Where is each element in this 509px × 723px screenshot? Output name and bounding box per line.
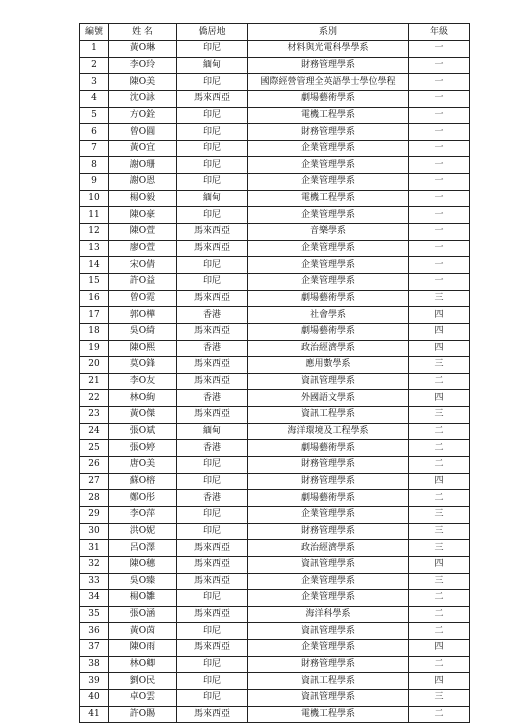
table-row (80, 407, 470, 424)
cell-number: 12 (80, 224, 109, 241)
cell-residence: 印尼 (177, 623, 248, 640)
cell-number: 31 (80, 540, 109, 557)
cell-department: 應用數學系 (248, 357, 409, 374)
student-list-sheet (79, 23, 469, 723)
cell-residence: 印尼 (177, 273, 248, 290)
table-row (80, 689, 470, 706)
cell-residence: 印尼 (177, 140, 248, 157)
header-grade: 年級 (409, 24, 470, 41)
cell-number: 8 (80, 157, 109, 174)
header-department: 系別 (248, 24, 409, 41)
cell-grade: 一 (409, 124, 470, 141)
cell-number: 3 (80, 74, 109, 91)
cell-grade: 一 (409, 174, 470, 191)
cell-residence: 馬來西亞 (177, 323, 248, 340)
cell-department: 政治經濟學系 (248, 540, 409, 557)
table-body (80, 41, 470, 723)
cell-name: 張O婷 (109, 440, 177, 457)
cell-residence: 印尼 (177, 157, 248, 174)
cell-grade: 三 (409, 540, 470, 557)
cell-department: 海洋環境及工程學系 (248, 423, 409, 440)
cell-name: 宋O倩 (109, 257, 177, 274)
cell-department: 劇場藝術學系 (248, 323, 409, 340)
cell-name: 方O銓 (109, 107, 177, 124)
cell-number: 21 (80, 373, 109, 390)
cell-residence: 印尼 (177, 689, 248, 706)
cell-name: 許O益 (109, 273, 177, 290)
cell-residence: 印尼 (177, 257, 248, 274)
cell-residence: 印尼 (177, 656, 248, 673)
cell-number: 38 (80, 656, 109, 673)
cell-grade: 一 (409, 257, 470, 274)
table-row (80, 207, 470, 224)
cell-residence: 印尼 (177, 41, 248, 58)
cell-name: 林O卿 (109, 656, 177, 673)
cell-grade: 二 (409, 590, 470, 607)
cell-name: 蘇O榕 (109, 473, 177, 490)
cell-grade: 四 (409, 640, 470, 657)
cell-grade: 四 (409, 673, 470, 690)
cell-residence: 馬來西亞 (177, 373, 248, 390)
cell-name: 謝O恩 (109, 174, 177, 191)
cell-number: 28 (80, 490, 109, 507)
table-row (80, 440, 470, 457)
cell-department: 財務管理學系 (248, 457, 409, 474)
cell-grade: 三 (409, 523, 470, 540)
cell-department: 社會學系 (248, 307, 409, 324)
cell-grade: 二 (409, 440, 470, 457)
cell-name: 沈O詠 (109, 90, 177, 107)
cell-department: 企業管理學系 (248, 257, 409, 274)
cell-grade: 一 (409, 74, 470, 91)
table-row (80, 390, 470, 407)
cell-residence: 馬來西亞 (177, 556, 248, 573)
table-row (80, 640, 470, 657)
cell-department: 企業管理學系 (248, 573, 409, 590)
cell-department: 政治經濟學系 (248, 340, 409, 357)
cell-residence: 香港 (177, 340, 248, 357)
cell-grade: 一 (409, 240, 470, 257)
cell-department: 資訊管理學系 (248, 623, 409, 640)
cell-residence: 馬來西亞 (177, 540, 248, 557)
table-row (80, 257, 470, 274)
table-row (80, 490, 470, 507)
cell-name: 謝O珊 (109, 157, 177, 174)
cell-number: 36 (80, 623, 109, 640)
cell-grade: 二 (409, 423, 470, 440)
cell-name: 陳O熙 (109, 340, 177, 357)
cell-grade: 三 (409, 407, 470, 424)
cell-grade: 二 (409, 656, 470, 673)
cell-residence: 緬甸 (177, 423, 248, 440)
cell-number: 4 (80, 90, 109, 107)
table-row (80, 423, 470, 440)
cell-residence: 印尼 (177, 124, 248, 141)
cell-name: 曾O霓 (109, 290, 177, 307)
cell-residence: 印尼 (177, 174, 248, 191)
cell-name: 李O萍 (109, 506, 177, 523)
cell-grade: 一 (409, 41, 470, 58)
cell-number: 5 (80, 107, 109, 124)
table-header-row (80, 24, 470, 41)
cell-name: 郭O樺 (109, 307, 177, 324)
table-row (80, 540, 470, 557)
cell-residence: 緬甸 (177, 190, 248, 207)
table-row (80, 556, 470, 573)
table-row (80, 590, 470, 607)
cell-grade: 三 (409, 290, 470, 307)
cell-residence: 馬來西亞 (177, 357, 248, 374)
cell-department: 企業管理學系 (248, 590, 409, 607)
cell-residence: 印尼 (177, 673, 248, 690)
cell-number: 15 (80, 273, 109, 290)
cell-number: 34 (80, 590, 109, 607)
cell-residence: 馬來西亞 (177, 706, 248, 723)
cell-number: 26 (80, 457, 109, 474)
cell-grade: 二 (409, 490, 470, 507)
table-row (80, 606, 470, 623)
cell-residence: 印尼 (177, 74, 248, 91)
cell-number: 23 (80, 407, 109, 424)
cell-name: 陳O穗 (109, 556, 177, 573)
cell-department: 財務管理學系 (248, 473, 409, 490)
header-number: 編號 (80, 24, 109, 41)
cell-grade: 四 (409, 556, 470, 573)
cell-department: 材料與光電科學學系 (248, 41, 409, 58)
table-row (80, 506, 470, 523)
cell-name: 劉O民 (109, 673, 177, 690)
table-row (80, 307, 470, 324)
cell-number: 24 (80, 423, 109, 440)
cell-department: 電機工程學系 (248, 190, 409, 207)
cell-department: 電機工程學系 (248, 706, 409, 723)
cell-number: 9 (80, 174, 109, 191)
cell-number: 40 (80, 689, 109, 706)
cell-grade: 三 (409, 573, 470, 590)
cell-department: 企業管理學系 (248, 273, 409, 290)
cell-name: 黃O茵 (109, 623, 177, 640)
cell-name: 李O友 (109, 373, 177, 390)
table-row (80, 124, 470, 141)
table-row (80, 673, 470, 690)
cell-department: 劇場藝術學系 (248, 290, 409, 307)
cell-department: 資訊管理學系 (248, 373, 409, 390)
student-table (79, 23, 470, 723)
cell-number: 41 (80, 706, 109, 723)
table-row (80, 57, 470, 74)
cell-department: 海洋科學系 (248, 606, 409, 623)
table-row (80, 240, 470, 257)
cell-name: 陳O萱 (109, 224, 177, 241)
cell-grade: 一 (409, 157, 470, 174)
cell-department: 國際經營管理全英語學士學位學程 (248, 74, 409, 91)
cell-name: 張O涵 (109, 606, 177, 623)
cell-grade: 一 (409, 140, 470, 157)
cell-department: 資訊工程學系 (248, 673, 409, 690)
cell-grade: 一 (409, 90, 470, 107)
cell-name: 廖O萱 (109, 240, 177, 257)
cell-grade: 四 (409, 340, 470, 357)
cell-residence: 印尼 (177, 473, 248, 490)
cell-name: 林O絢 (109, 390, 177, 407)
cell-grade: 三 (409, 689, 470, 706)
cell-residence: 馬來西亞 (177, 606, 248, 623)
cell-department: 財務管理學系 (248, 523, 409, 540)
cell-grade: 四 (409, 390, 470, 407)
cell-department: 企業管理學系 (248, 640, 409, 657)
cell-residence: 馬來西亞 (177, 224, 248, 241)
cell-department: 企業管理學系 (248, 140, 409, 157)
table-row (80, 74, 470, 91)
cell-residence: 香港 (177, 440, 248, 457)
cell-residence: 印尼 (177, 523, 248, 540)
cell-residence: 印尼 (177, 457, 248, 474)
cell-department: 企業管理學系 (248, 207, 409, 224)
cell-name: 呂O澤 (109, 540, 177, 557)
cell-residence: 馬來西亞 (177, 240, 248, 257)
cell-residence: 馬來西亞 (177, 640, 248, 657)
cell-name: 洪O妮 (109, 523, 177, 540)
cell-department: 劇場藝術學系 (248, 490, 409, 507)
cell-grade: 三 (409, 357, 470, 374)
cell-number: 16 (80, 290, 109, 307)
cell-grade: 一 (409, 107, 470, 124)
cell-number: 32 (80, 556, 109, 573)
cell-residence: 馬來西亞 (177, 90, 248, 107)
table-row (80, 623, 470, 640)
cell-department: 劇場藝術學系 (248, 440, 409, 457)
cell-department: 財務管理學系 (248, 57, 409, 74)
cell-number: 27 (80, 473, 109, 490)
cell-name: 陳O雨 (109, 640, 177, 657)
cell-name: 黃O琳 (109, 41, 177, 58)
cell-number: 39 (80, 673, 109, 690)
cell-number: 30 (80, 523, 109, 540)
cell-residence: 香港 (177, 307, 248, 324)
cell-number: 25 (80, 440, 109, 457)
cell-residence: 印尼 (177, 207, 248, 224)
cell-name: 許O賜 (109, 706, 177, 723)
cell-grade: 一 (409, 224, 470, 241)
header-residence: 僑居地 (177, 24, 248, 41)
cell-name: 楊O毅 (109, 190, 177, 207)
cell-number: 11 (80, 207, 109, 224)
cell-number: 19 (80, 340, 109, 357)
cell-name: 陳O美 (109, 74, 177, 91)
header-name: 姓 名 (109, 24, 177, 41)
cell-name: 吳O臻 (109, 573, 177, 590)
cell-grade: 四 (409, 307, 470, 324)
cell-number: 20 (80, 357, 109, 374)
cell-number: 10 (80, 190, 109, 207)
cell-department: 企業管理學系 (248, 174, 409, 191)
table-row (80, 323, 470, 340)
table-row (80, 174, 470, 191)
cell-name: 鄭O彤 (109, 490, 177, 507)
cell-number: 14 (80, 257, 109, 274)
cell-number: 13 (80, 240, 109, 257)
cell-name: 張O斌 (109, 423, 177, 440)
cell-grade: 二 (409, 623, 470, 640)
cell-grade: 四 (409, 473, 470, 490)
cell-number: 33 (80, 573, 109, 590)
cell-department: 電機工程學系 (248, 107, 409, 124)
cell-grade: 一 (409, 207, 470, 224)
cell-grade: 三 (409, 506, 470, 523)
cell-number: 1 (80, 41, 109, 58)
cell-department: 資訊管理學系 (248, 556, 409, 573)
cell-grade: 二 (409, 373, 470, 390)
table-row (80, 273, 470, 290)
cell-number: 6 (80, 124, 109, 141)
table-row (80, 190, 470, 207)
cell-number: 35 (80, 606, 109, 623)
table-row (80, 373, 470, 390)
cell-residence: 馬來西亞 (177, 407, 248, 424)
cell-residence: 緬甸 (177, 57, 248, 74)
cell-number: 37 (80, 640, 109, 657)
cell-number: 2 (80, 57, 109, 74)
cell-department: 企業管理學系 (248, 240, 409, 257)
cell-residence: 香港 (177, 390, 248, 407)
cell-name: 黃O傑 (109, 407, 177, 424)
cell-residence: 馬來西亞 (177, 290, 248, 307)
table-row (80, 457, 470, 474)
cell-department: 企業管理學系 (248, 506, 409, 523)
cell-residence: 印尼 (177, 506, 248, 523)
cell-name: 吳O綺 (109, 323, 177, 340)
cell-department: 企業管理學系 (248, 157, 409, 174)
cell-residence: 馬來西亞 (177, 573, 248, 590)
table-row (80, 107, 470, 124)
cell-number: 22 (80, 390, 109, 407)
table-row (80, 706, 470, 723)
cell-name: 李O玲 (109, 57, 177, 74)
cell-residence: 印尼 (177, 107, 248, 124)
cell-grade: 四 (409, 323, 470, 340)
cell-grade: 二 (409, 457, 470, 474)
cell-name: 黃O宜 (109, 140, 177, 157)
cell-name: 卓O雲 (109, 689, 177, 706)
cell-department: 資訊工程學系 (248, 407, 409, 424)
cell-grade: 一 (409, 190, 470, 207)
table-row (80, 340, 470, 357)
cell-department: 財務管理學系 (248, 124, 409, 141)
cell-number: 18 (80, 323, 109, 340)
table-row (80, 523, 470, 540)
table-row (80, 140, 470, 157)
table-row (80, 41, 470, 58)
cell-name: 陳O豪 (109, 207, 177, 224)
table-row (80, 290, 470, 307)
cell-number: 7 (80, 140, 109, 157)
cell-department: 劇場藝術學系 (248, 90, 409, 107)
cell-grade: 一 (409, 57, 470, 74)
cell-name: 楊O雛 (109, 590, 177, 607)
table-row (80, 656, 470, 673)
cell-department: 資訊管理學系 (248, 689, 409, 706)
table-row (80, 573, 470, 590)
cell-name: 莫O鋒 (109, 357, 177, 374)
cell-grade: 二 (409, 606, 470, 623)
cell-grade: 一 (409, 273, 470, 290)
table-row (80, 90, 470, 107)
cell-department: 音樂學系 (248, 224, 409, 241)
cell-name: 唐O美 (109, 457, 177, 474)
table-row (80, 357, 470, 374)
cell-residence: 香港 (177, 490, 248, 507)
table-row (80, 157, 470, 174)
cell-residence: 印尼 (177, 590, 248, 607)
cell-department: 外國語文學系 (248, 390, 409, 407)
cell-grade: 二 (409, 706, 470, 723)
cell-name: 曾O圓 (109, 124, 177, 141)
cell-number: 29 (80, 506, 109, 523)
cell-number: 17 (80, 307, 109, 324)
table-row (80, 473, 470, 490)
table-row (80, 224, 470, 241)
cell-department: 財務管理學系 (248, 656, 409, 673)
